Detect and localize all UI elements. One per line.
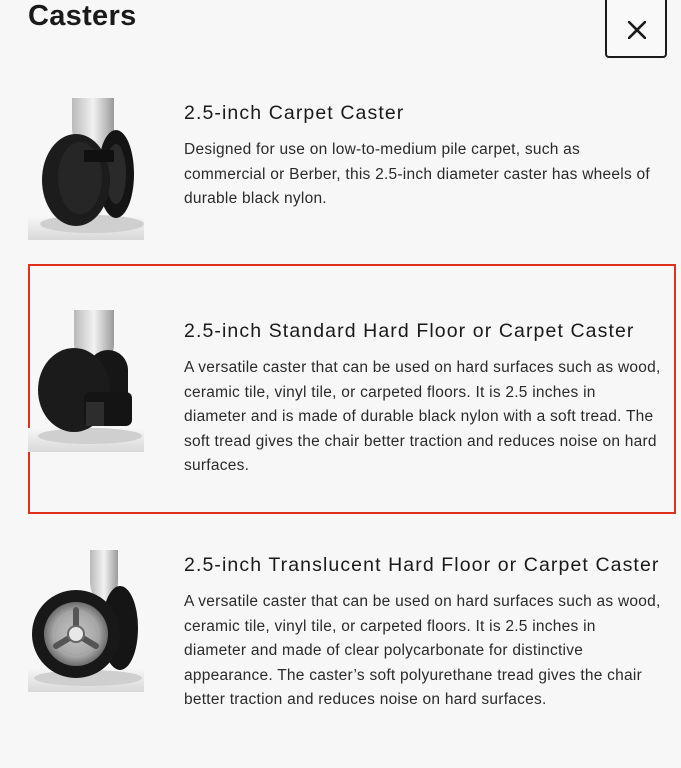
- caster-description: A versatile caster that can be used on hard surfaces such as wood, ceramic tile, vinyl tile, or carpeted floors. It is 2.5 inches in diameter and is made of durable black nylon with a soft tread. The soft tread gives the chair better traction and reduces noise on hard surfaces.: [184, 359, 661, 474]
- carpet-caster-image: [28, 98, 144, 240]
- page-title: Casters: [28, 0, 137, 32]
- caster-option-standard-hard-floor[interactable]: [28, 264, 676, 514]
- caster-name: 2.5-inch Translucent Hard Floor or Carpet Caster: [184, 554, 660, 576]
- caster-name: 2.5-inch Carpet Caster: [184, 102, 405, 124]
- close-x-icon: [628, 21, 646, 39]
- caster-name: 2.5-inch Standard Hard Floor or Carpet Caster: [184, 320, 635, 342]
- caster-info: [184, 318, 662, 479]
- caster-description: Designed for use on low-to-medium pile carpet, such as commercial or Berber, this 2.5-inch diameter caster has wheels of durable black nylon.: [184, 141, 650, 207]
- close-button[interactable]: [605, 0, 667, 58]
- caster-info: [184, 552, 662, 713]
- standard-caster-image: [28, 310, 144, 452]
- caster-option-translucent[interactable]: [28, 548, 676, 748]
- translucent-caster-image: [28, 550, 144, 692]
- caster-option-carpet[interactable]: [28, 96, 676, 246]
- caster-description: A versatile caster that can be used on hard surfaces such as wood, ceramic tile, vinyl tile, or carpeted floors. It is 2.5 inches in diameter and made of clear polycarbonate for distinctive appearance. The caster’s soft polyurethane tread gives the chair better traction and reduces noise on hard surfaces.: [184, 593, 661, 708]
- caster-info: [184, 100, 662, 212]
